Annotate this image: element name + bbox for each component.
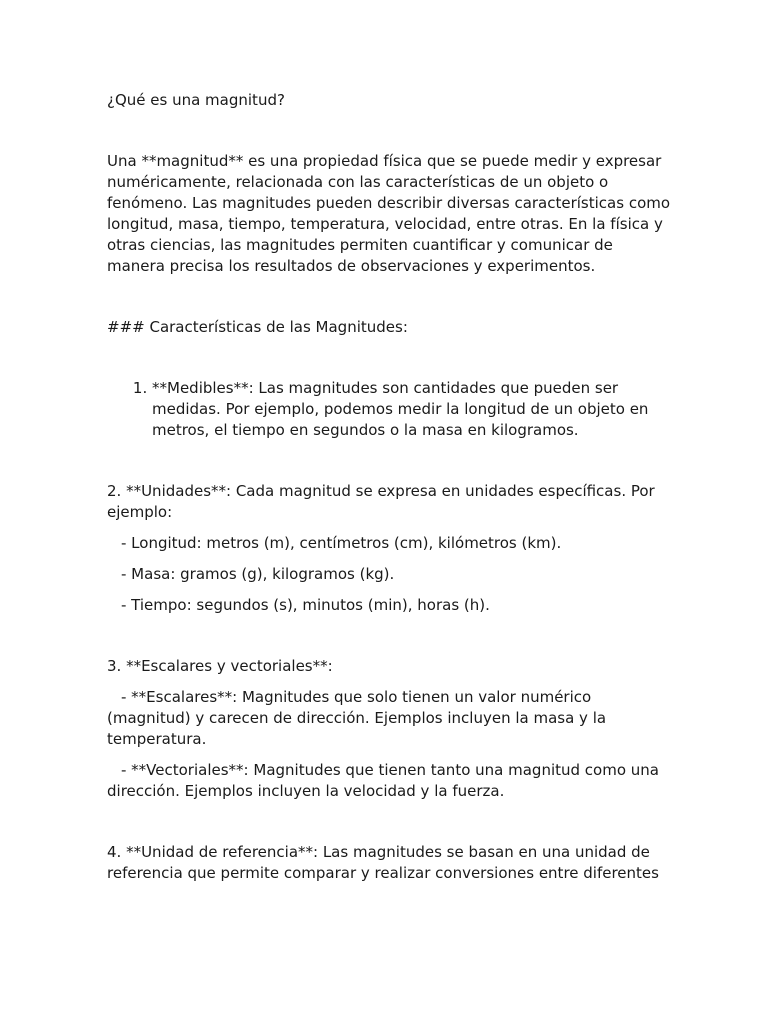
sub-item-escalares-text: - **Escalares**: Magnitudes que solo tienen un valor numérico (magnitud) y carecen de dirección. Ejemplos incluyen la masa y la temperatura.	[107, 688, 611, 748]
sub-item-tiempo: - Tiempo: segundos (s), minutos (min), horas (h).	[121, 596, 490, 614]
numbered-list	[107, 378, 672, 441]
sub-item-longitud: - Longitud: metros (m), centímetros (cm), kilómetros (km).	[121, 534, 562, 552]
paragraph-unidad-referencia: 4. **Unidad de referencia**: Las magnitudes se basan en una unidad de referencia que permite comparar y realizar conversiones entre diferentes	[107, 843, 659, 882]
sub-item-vectoriales	[107, 760, 672, 802]
sub-item-vectoriales-text: - **Vectoriales**: Magnitudes que tienen tanto una magnitud como una dirección. Ejemplos incluyen la velocidad y la fuerza.	[107, 761, 664, 800]
document-page	[107, 90, 675, 894]
section-heading: ### Características de las Magnitudes:	[107, 318, 408, 336]
intro-paragraph: Una **magnitud** es una propiedad física que se puede medir y expresar numéricamente, relacionada con las características de un objeto o fenómeno. Las magnitudes pueden describir diversas características como longitud, masa, tiempo, temperatura, velocidad, entre otras. En la física y otras ciencias, las magnitudes permiten cuantificar y comunicar de manera precisa los resultados de observaciones y experimentos.	[107, 152, 675, 275]
question-heading: ¿Qué es una magnitud?	[107, 91, 285, 109]
paragraph-escalares-vectoriales: 3. **Escalares y vectoriales**:	[107, 657, 333, 675]
sub-item-escalares	[107, 687, 672, 750]
sub-item-masa: - Masa: gramos (g), kilogramos (kg).	[121, 565, 395, 583]
paragraph-unidades: 2. **Unidades**: Cada magnitud se expresa en unidades específicas. Por ejemplo:	[107, 482, 660, 521]
list-item-text: **Medibles**: Las magnitudes son cantidades que pueden ser medidas. Por ejemplo, podemos medir la longitud de un objeto en metros, el tiempo en segundos o la masa en kilogramos.	[152, 379, 649, 439]
list-item-medibles	[152, 378, 672, 441]
